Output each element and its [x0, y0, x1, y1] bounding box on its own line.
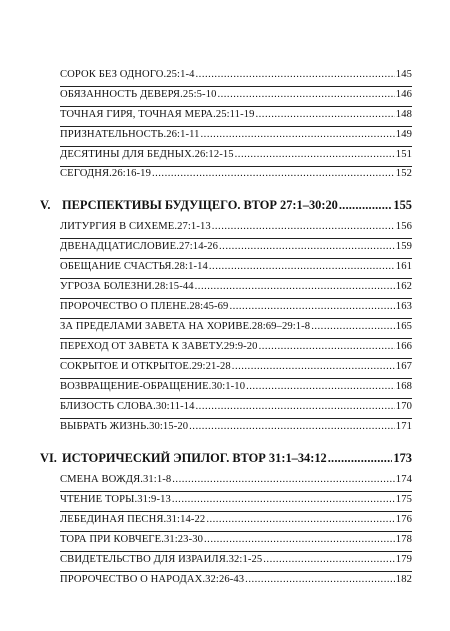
dot-leader [259, 341, 395, 352]
entry-title: СОКРЫТОЕ И ОТКРЫТОЕ. [60, 361, 192, 372]
toc-entry [60, 401, 412, 417]
entry-underline [60, 106, 412, 107]
toc-entry [60, 241, 412, 257]
entry-page: 168 [395, 381, 412, 392]
entry-title: ДЕСЯТИНЫ ДЛЯ БЕДНЫХ. [60, 149, 195, 160]
entry-title: ОБЯЗАННОСТЬ ДЕВЕРЯ. [60, 89, 183, 100]
entry-reference: 31:23-30 [163, 534, 204, 545]
entry-title: ЛИТУРГИЯ В СИХЕМЕ. [60, 221, 178, 232]
dot-leader [196, 401, 395, 412]
entry-title: СОРОК БЕЗ ОДНОГО. [60, 69, 167, 80]
entry-page: 152 [395, 168, 412, 179]
entry-reference: 31:1-8 [143, 474, 172, 485]
entry-reference: 25:11-19 [215, 109, 255, 120]
entry-page: 171 [395, 421, 412, 432]
toc-entry [60, 321, 412, 337]
entry-page: 148 [395, 109, 412, 120]
section-heading [40, 451, 412, 469]
entry-reference: 29:9-20 [223, 341, 258, 352]
entry-reference: 25:5-10 [182, 89, 217, 100]
entry-reference: 26:16-19 [111, 168, 151, 179]
section-title: ИСТОРИЧЕСКИЙ ЭПИЛОГ. ВТОР 31:1–34:12 [62, 451, 327, 465]
entry-page: 170 [395, 401, 412, 412]
entry-title: ВЫБРАТЬ ЖИЗНЬ. [60, 421, 150, 432]
entry-title: ТОЧНАЯ ГИРЯ, ТОЧНАЯ МЕРА. [60, 109, 216, 120]
entry-underline [60, 86, 412, 87]
entry-reference: 27:14-26 [178, 241, 219, 252]
entry-reference: 28:69–29:1-8 [251, 321, 311, 332]
entry-underline [60, 398, 412, 399]
section-page: 155 [393, 198, 412, 212]
dot-leader [172, 494, 395, 505]
section-numeral: V. [40, 198, 51, 212]
dot-leader [232, 361, 395, 372]
entry-page: 166 [395, 341, 412, 352]
toc-entry [60, 421, 412, 437]
dot-leader [206, 514, 394, 525]
entry-underline [60, 551, 412, 552]
toc-entry [60, 361, 412, 377]
entry-page: 159 [395, 241, 412, 252]
dot-leader [235, 149, 395, 160]
entry-title: УГРОЗА БОЛЕЗНИ. [60, 281, 155, 292]
entry-page: 162 [395, 281, 412, 292]
entry-page: 175 [395, 494, 412, 505]
toc-entry [60, 89, 412, 105]
dot-leader [204, 534, 395, 545]
toc-entry [60, 574, 412, 590]
entry-page: 176 [395, 514, 412, 525]
entry-reference: 26:1-11 [166, 129, 200, 140]
toc-entry [60, 281, 412, 297]
entry-title: ПРИЗНАТЕЛЬНОСТЬ. [60, 129, 167, 140]
entry-reference: 28:15-44 [154, 281, 194, 292]
entry-underline [60, 146, 412, 147]
dot-leader [263, 554, 395, 565]
dot-leader [196, 69, 395, 80]
entry-title: ТОРА ПРИ КОВЧЕГЕ. [60, 534, 164, 545]
entry-title: БЛИЗОСТЬ СЛОВА. [60, 401, 156, 412]
entry-underline [60, 511, 412, 512]
dot-leader [212, 221, 395, 232]
entry-page: 161 [395, 261, 412, 272]
dot-leader [189, 421, 395, 432]
toc-entry [60, 381, 412, 397]
entry-title: СВИДЕТЕЛЬСТВО ДЛЯ ИЗРАИЛЯ. [60, 554, 229, 565]
entry-underline [60, 378, 412, 379]
section-heading [40, 198, 412, 216]
toc-entry [60, 554, 412, 570]
entry-reference: 28:1-14 [174, 261, 208, 272]
entry-reference: 31:9-13 [137, 494, 171, 505]
dot-leader [311, 321, 395, 332]
entry-title: ЗА ПРЕДЕЛАМИ ЗАВЕТА НА ХОРИВЕ. [60, 321, 252, 332]
entry-page: 151 [395, 149, 412, 160]
entry-reference: 31:14-22 [166, 514, 206, 525]
toc-entry [60, 261, 412, 277]
entry-underline [60, 418, 412, 419]
entry-title: ДВЕНАДЦАТИСЛОВИЕ. [60, 241, 179, 252]
entry-page: 145 [395, 69, 412, 80]
entry-underline [60, 238, 412, 239]
dot-leader [195, 281, 395, 292]
entry-page: 156 [395, 221, 412, 232]
toc-entry [60, 129, 412, 145]
entry-reference: 27:1-13 [177, 221, 211, 232]
entry-title: ЧТЕНИЕ ТОРЫ. [60, 494, 138, 505]
entry-reference: 30:15-20 [149, 421, 189, 432]
toc-entry [60, 341, 412, 357]
entry-title: ВОЗВРАЩЕНИЕ-ОБРАЩЕНИЕ. [60, 381, 212, 392]
dot-leader [246, 381, 395, 392]
entry-title: ПРОРОЧЕСТВО О НАРОДАХ. [60, 574, 206, 585]
entry-reference: 32:1-25 [228, 554, 263, 565]
entry-underline [60, 298, 412, 299]
entry-page: 165 [395, 321, 412, 332]
entry-page: 179 [395, 554, 412, 565]
entry-underline [60, 571, 412, 572]
entry-page: 178 [395, 534, 412, 545]
entry-underline [60, 318, 412, 319]
entry-page: 167 [395, 361, 412, 372]
toc-entry [60, 534, 412, 550]
entry-reference: 28:45-69 [189, 301, 229, 312]
entry-page: 149 [395, 129, 412, 140]
dot-leader [152, 168, 395, 179]
toc-entry [60, 514, 412, 530]
toc-entry [60, 494, 412, 510]
entry-reference: 30:1-10 [211, 381, 246, 392]
toc-entry [60, 149, 412, 165]
dot-leader [339, 198, 393, 213]
toc-entry [60, 301, 412, 317]
dot-leader [201, 129, 395, 140]
entry-reference: 26:12-15 [194, 149, 234, 160]
entry-page: 182 [395, 574, 412, 585]
dot-leader [229, 301, 394, 312]
toc-entry [60, 109, 412, 125]
entry-reference: 30:11-14 [155, 401, 195, 412]
toc-entry [60, 474, 412, 490]
entry-underline [60, 491, 412, 492]
dot-leader [219, 241, 395, 252]
dot-leader [217, 89, 394, 100]
toc-entry [60, 168, 412, 184]
section-title: ПЕРСПЕКТИВЫ БУДУЩЕГО. ВТОР 27:1–30:20 [62, 198, 338, 212]
entry-underline [60, 258, 412, 259]
entry-reference: 29:21-28 [191, 361, 231, 372]
dot-leader [209, 261, 395, 272]
entry-underline [60, 358, 412, 359]
entry-page: 163 [395, 301, 412, 312]
dot-leader [172, 474, 395, 485]
entry-title: ПЕРЕХОД ОТ ЗАВЕТА К ЗАВЕТУ. [60, 341, 224, 352]
entry-title: СЕГОДНЯ. [60, 168, 112, 179]
entry-title: СМЕНА ВОЖДЯ. [60, 474, 143, 485]
entry-underline [60, 531, 412, 532]
dot-leader [245, 574, 395, 585]
section-numeral: VI. [40, 451, 57, 465]
entry-title: ОБЕЩАНИЕ СЧАСТЬЯ. [60, 261, 175, 272]
dot-leader [256, 109, 395, 120]
dot-leader [328, 451, 393, 466]
entry-reference: 32:26-43 [205, 574, 245, 585]
toc-entry [60, 221, 412, 237]
entry-underline [60, 126, 412, 127]
entry-title: ПРОРОЧЕСТВО О ПЛЕНЕ. [60, 301, 190, 312]
entry-underline [60, 278, 412, 279]
entry-underline [60, 166, 412, 167]
entry-reference: 25:1-4 [166, 69, 195, 80]
toc-entry [60, 69, 412, 85]
entry-underline [60, 338, 412, 339]
entry-page: 174 [395, 474, 412, 485]
section-page: 173 [393, 451, 412, 465]
entry-title: ЛЕБЕДИНАЯ ПЕСНЯ. [60, 514, 167, 525]
entry-page: 146 [395, 89, 412, 100]
